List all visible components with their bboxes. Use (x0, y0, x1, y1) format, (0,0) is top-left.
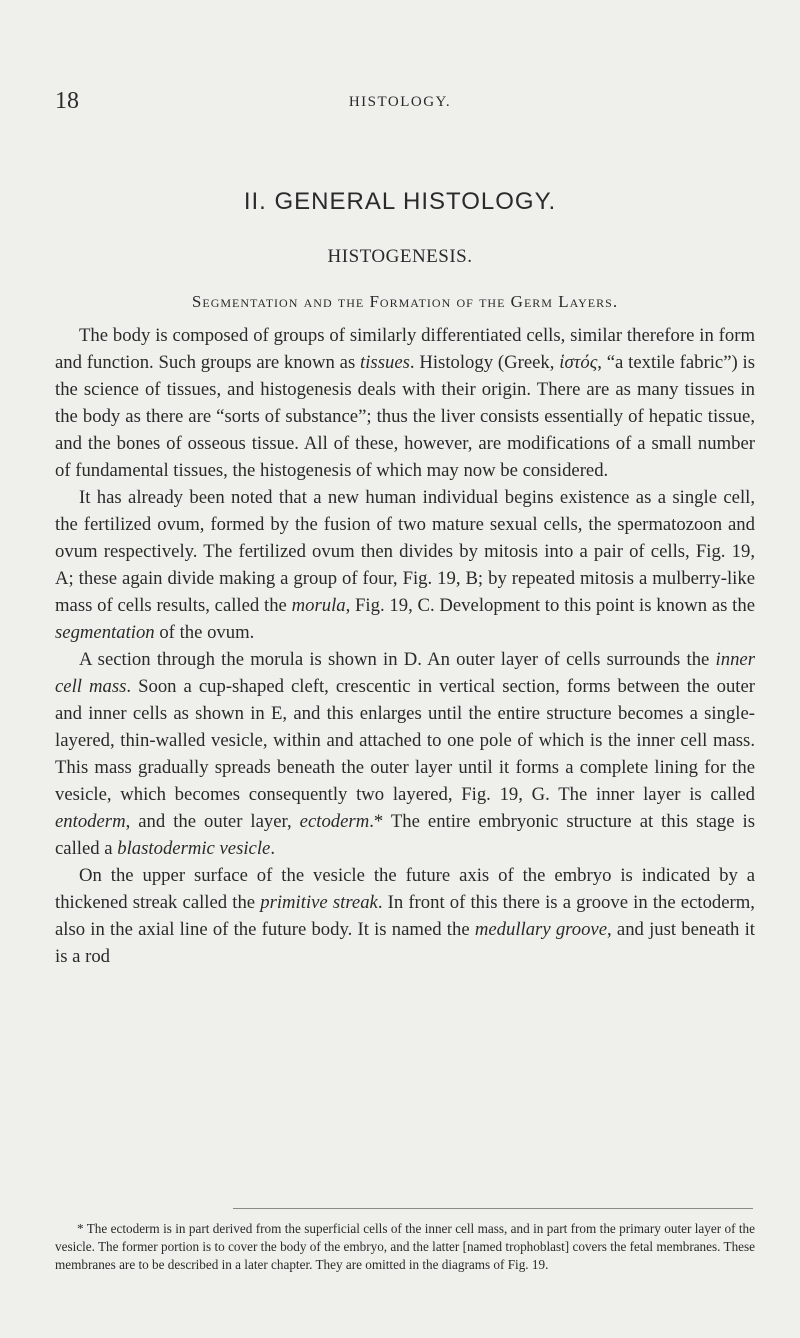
italic-term: blastodermic vesicle (117, 838, 271, 859)
italic-term: ectoderm (299, 811, 370, 832)
italic-term: segmentation (55, 622, 155, 643)
body-text (55, 322, 755, 970)
text-run: On the upper surface of the vesicle the future axis of the embryo is indicated by a thickened streak called the (55, 865, 755, 913)
text-run: , “a textile fabric”) is the science of tissues, and histogenesis deals with their origin. There are as many tissues in the body as there are “sorts of substance”; thus the liver consists essentially of hepatic tissue, and the bones of osseous tissue. All of these, however, are modifications of a small number of fundamental tissues, the histogenesis of which may now be considered. (55, 352, 756, 481)
page-number: 18 (55, 88, 79, 114)
body-paragraph (55, 484, 755, 646)
text-run: . (270, 838, 276, 859)
italic-term: ἱστός (559, 352, 598, 373)
text-run: , and the outer layer, (125, 811, 300, 832)
italic-term: medullary groove (474, 919, 608, 940)
body-paragraph (55, 646, 755, 862)
body-paragraph (55, 322, 755, 484)
text-run: of the ovum. (154, 622, 255, 643)
text-run: The body is composed of groups of similarly differentiated cells, similar therefore in form and function. Such groups are known as (55, 325, 755, 373)
footnote-text: * The ectoderm is in part derived from the superficial cells of the inner cell mass, and in part from the primary outer layer of the vesicle. The former portion is to cover the body of the embryo, and the latter [named trophoblast] covers the fetal membranes. These membranes are to be described in a later chapter. They are omitted in the diagrams of Fig. 19. (55, 1221, 755, 1272)
italic-term: entoderm (55, 811, 126, 832)
text-run: , Fig. 19, C. Development to this point is known as the (345, 595, 756, 616)
text-run: .* The entire embryonic structure at this stage is called a (55, 811, 755, 859)
text-run: . In front of this there is a groove in the ectoderm, also in the axial line of the future body. It is named the (55, 892, 755, 940)
text-run: It has already been noted that a new human individual begins existence as a single cell, the fertilized ovum, formed by the fusion of two mature sexual cells, the spermatozoon and ovum respectively. The fertilized ovum then divides by mitosis into a pair of cells, Fig. 19, A; these again divide making a group of four, Fig. 19, B; by repeated mitosis a mulberry-like mass of cells results, called the (55, 487, 755, 616)
footnote (55, 1220, 755, 1274)
body-paragraph (55, 862, 755, 970)
running-title: HISTOLOGY. (348, 94, 452, 110)
italic-term: primitive streak (260, 892, 378, 913)
text-run: . Histology (Greek, (409, 352, 560, 373)
running-head (0, 88, 800, 118)
italic-term: tissues (360, 352, 410, 373)
subsection-title: Segmentation and the Formation of the Germ Layers. (191, 292, 619, 311)
text-run: , and just beneath it is a rod (55, 919, 755, 967)
text-run: . Soon a cup-shaped cleft, crescentic in vertical section, forms between the outer and inner cells as shown in E, and this enlarges until the entire structure becomes a single-layered, thin-walled vesicle, within and attached to one pole of which is the inner cell mass. This mass gradually spreads beneath the outer layer until it forms a complete lining for the vesicle, which becomes consequently two layered, Fig. 19, G. The inner layer is called (55, 676, 755, 805)
italic-term: morula (291, 595, 346, 616)
footnote-rule (233, 1208, 753, 1209)
section-title: HISTOGENESIS. (327, 246, 473, 267)
text-run: A section through the morula is shown in D. An outer layer of cells surrounds the (79, 649, 716, 670)
italic-term: inner cell mass (55, 649, 755, 697)
part-title: II. GENERAL HISTOLOGY. (243, 188, 557, 215)
